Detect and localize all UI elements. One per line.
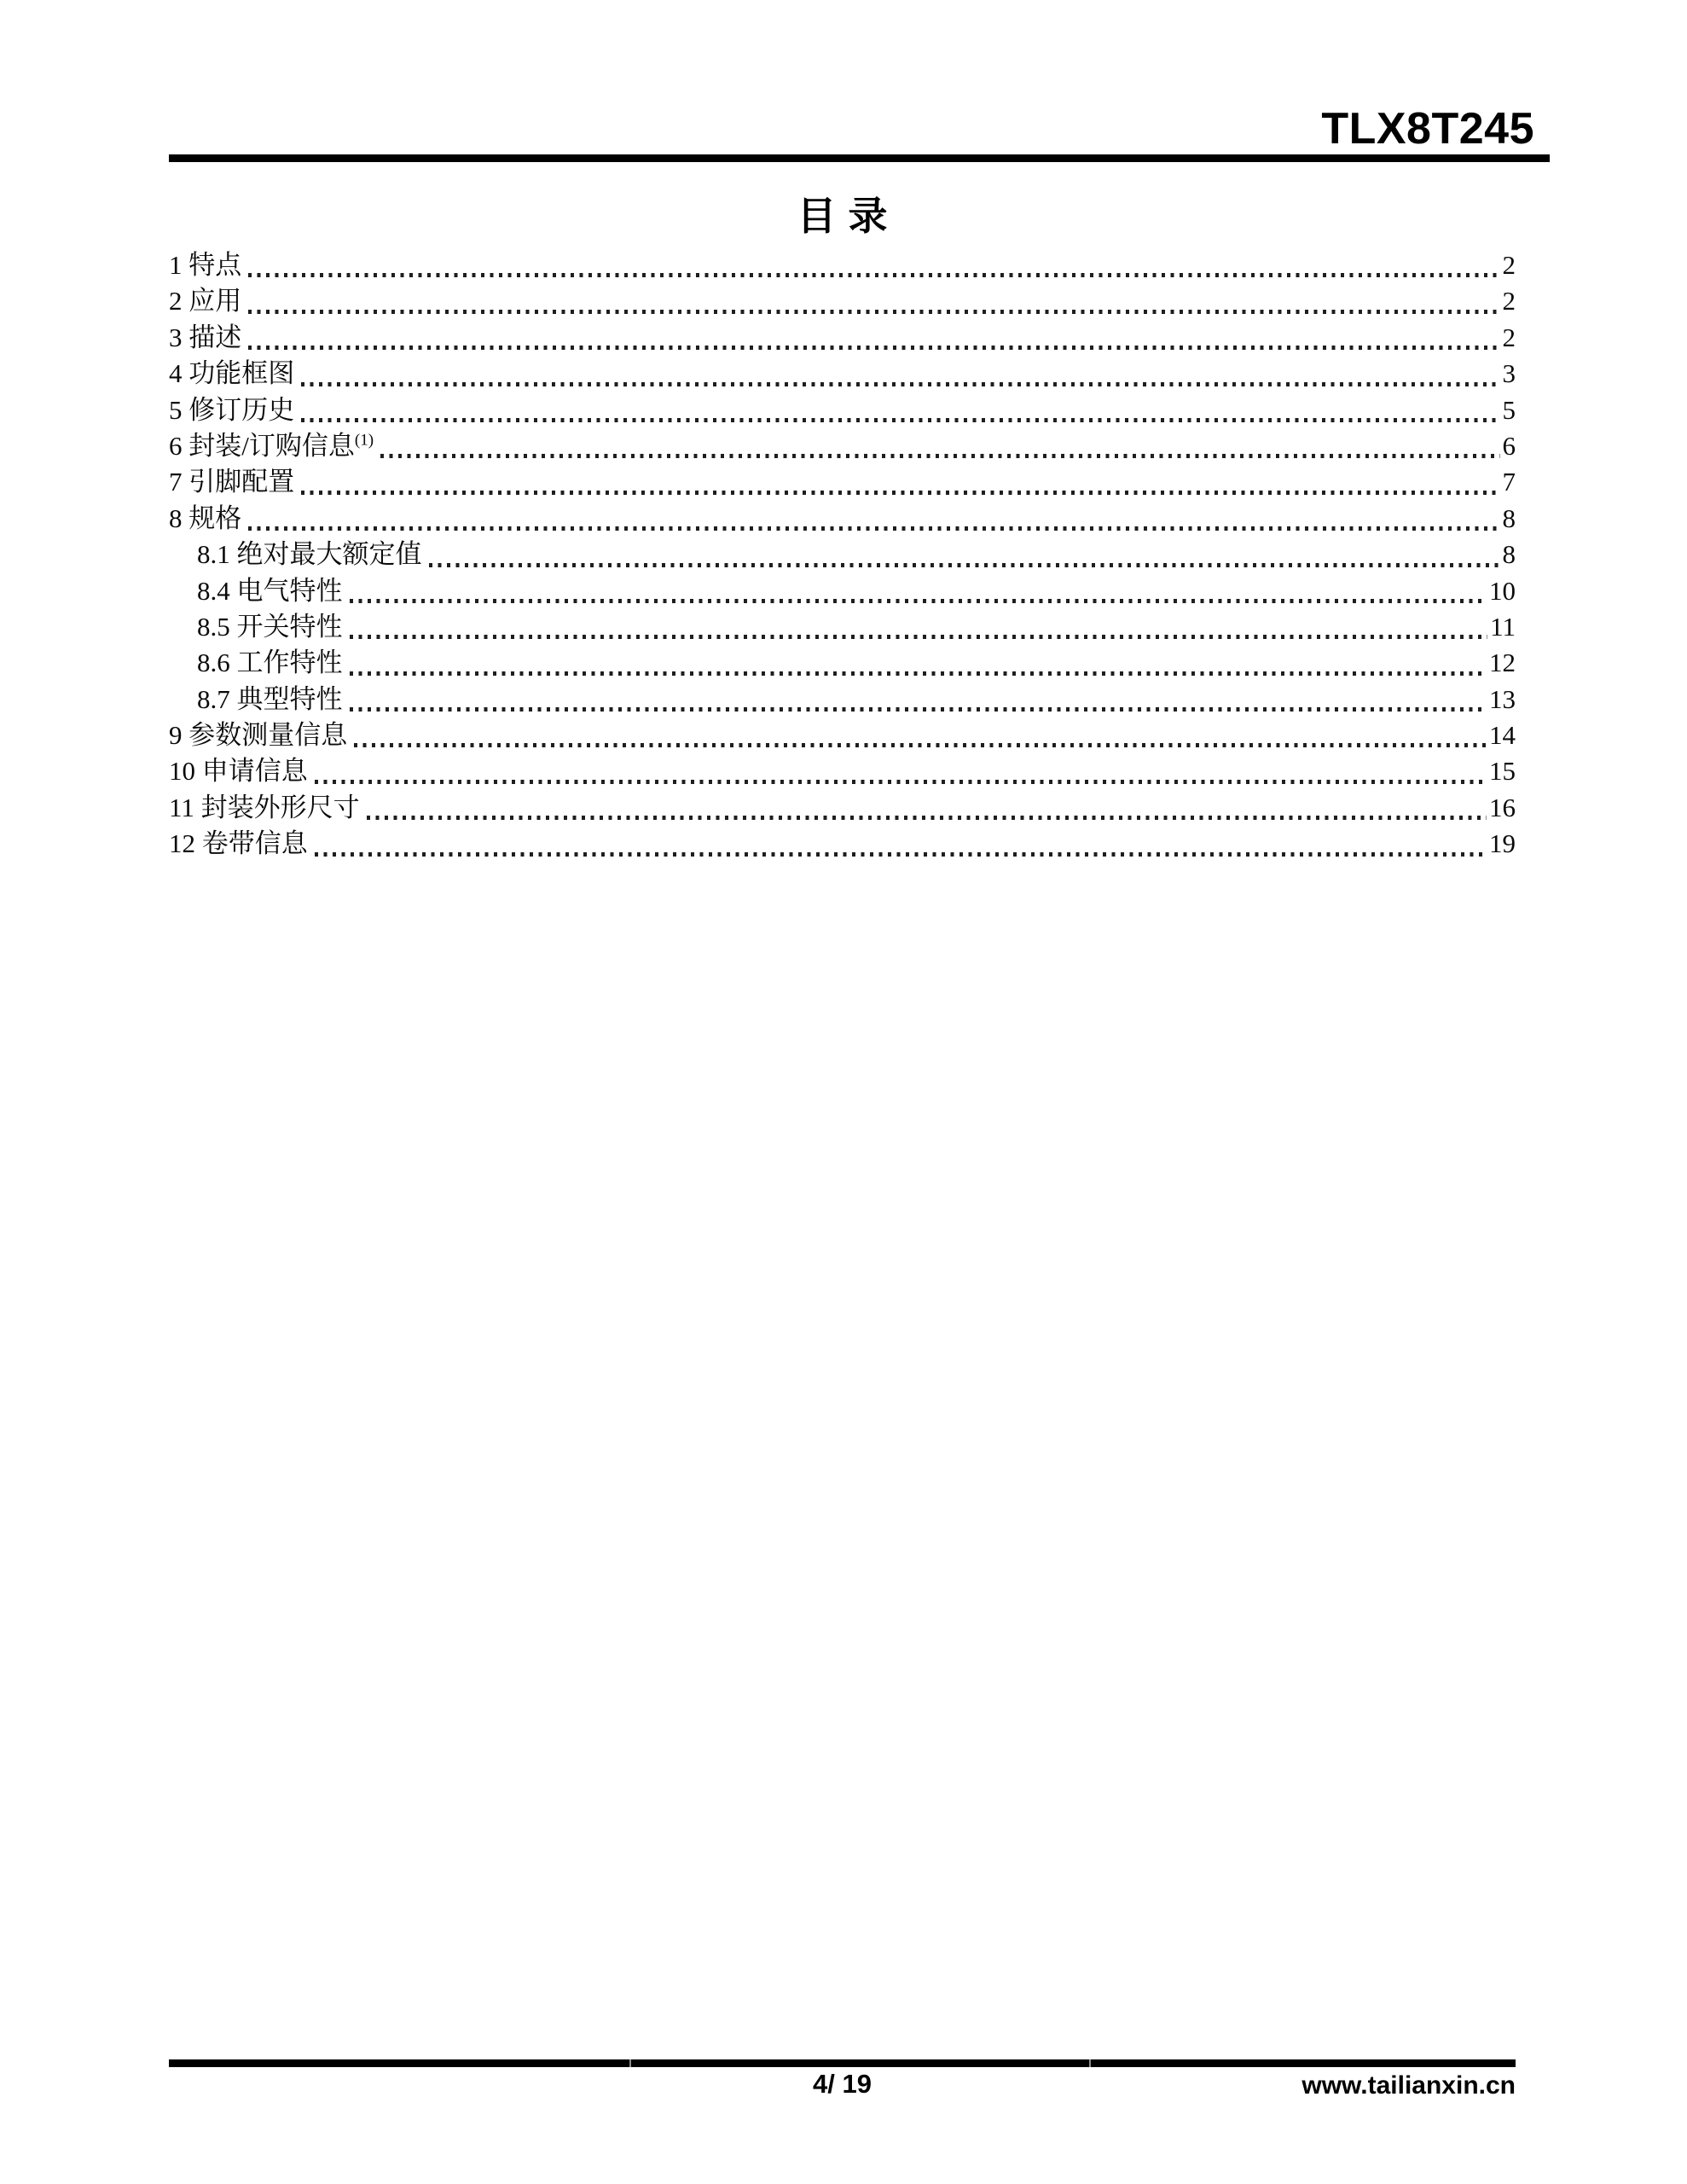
toc-entry-page-number: 2 bbox=[1502, 250, 1516, 280]
toc-title: 目录 bbox=[797, 195, 900, 238]
toc-entry-page-number: 2 bbox=[1502, 322, 1516, 352]
toc-entry-3[interactable] bbox=[169, 320, 1516, 356]
dotted-leader bbox=[248, 310, 1499, 314]
toc-entry-6[interactable] bbox=[169, 428, 1516, 464]
toc-entry-page-number: 3 bbox=[1502, 358, 1516, 389]
toc-entry-14[interactable] bbox=[169, 717, 1516, 753]
toc-entry-page-number: 19 bbox=[1489, 828, 1516, 859]
dotted-leader bbox=[367, 816, 1487, 820]
footer-rule-seam bbox=[1089, 2059, 1091, 2068]
toc-entry-10[interactable] bbox=[169, 573, 1516, 609]
toc-entry-label: 10 申请信息 bbox=[169, 756, 308, 787]
dotted-leader bbox=[248, 526, 1499, 531]
footer-website-link[interactable]: www.tailianxin.cn bbox=[1301, 2071, 1516, 2100]
toc-entry-9[interactable] bbox=[169, 537, 1516, 572]
toc-entry-page-number: 8 bbox=[1502, 539, 1516, 570]
dotted-leader bbox=[354, 743, 1487, 747]
toc-entry-label: 4 功能框图 bbox=[169, 358, 295, 389]
toc-entry-label: 3 描述 bbox=[169, 322, 242, 352]
toc-entry-label: 8 规格 bbox=[169, 502, 242, 533]
toc-entry-page-number: 7 bbox=[1502, 467, 1516, 497]
toc-entry-label: 1 特点 bbox=[169, 250, 242, 280]
toc-entry-page-number: 12 bbox=[1489, 648, 1516, 678]
dotted-leader bbox=[315, 852, 1487, 857]
footer-rule bbox=[169, 2059, 1516, 2067]
dotted-leader bbox=[315, 780, 1487, 784]
toc-entry-7[interactable] bbox=[169, 464, 1516, 500]
dotted-leader bbox=[350, 671, 1487, 676]
toc-entry-16[interactable] bbox=[169, 790, 1516, 826]
toc-entry-footnote-ref: (1) bbox=[354, 431, 374, 450]
toc-entry-label: 5 修订历史 bbox=[169, 394, 295, 425]
dotted-leader bbox=[301, 418, 1499, 422]
toc-entry-page-number: 5 bbox=[1502, 394, 1516, 425]
dotted-leader bbox=[301, 382, 1499, 386]
toc-entry-page-number: 13 bbox=[1489, 683, 1516, 714]
toc-entry-label: 8.6 工作特性 bbox=[197, 648, 343, 678]
toc-entry-label: 11 封装外形尺寸 bbox=[169, 792, 360, 822]
dotted-leader bbox=[350, 707, 1487, 712]
toc-entry-page-number: 16 bbox=[1489, 792, 1516, 822]
toc-entry-label: 2 应用 bbox=[169, 286, 242, 317]
dotted-leader bbox=[380, 454, 1499, 458]
toc-entry-8[interactable] bbox=[169, 501, 1516, 537]
toc-entry-4[interactable] bbox=[169, 356, 1516, 392]
toc-entry-page-number: 11 bbox=[1490, 611, 1516, 642]
toc-entry-page-number: 6 bbox=[1502, 430, 1516, 461]
dotted-leader bbox=[248, 346, 1499, 350]
toc-entry-15[interactable] bbox=[169, 753, 1516, 789]
dotted-leader bbox=[429, 563, 1500, 567]
toc-entry-page-number: 8 bbox=[1502, 502, 1516, 533]
toc-entry-label: 8.4 电气特性 bbox=[197, 575, 343, 606]
toc-entry-label: 8.7 典型特性 bbox=[197, 683, 343, 714]
dotted-leader bbox=[301, 491, 1499, 495]
toc-entry-label: 12 卷带信息 bbox=[169, 828, 308, 859]
toc-entry-5[interactable] bbox=[169, 392, 1516, 428]
toc-entry-1[interactable] bbox=[169, 247, 1516, 283]
toc-entry-17[interactable] bbox=[169, 826, 1516, 862]
dotted-leader bbox=[350, 635, 1488, 639]
toc-entry-12[interactable] bbox=[169, 645, 1516, 681]
toc-entry-page-number: 14 bbox=[1489, 720, 1516, 751]
toc-entry-label: 9 参数测量信息 bbox=[169, 720, 348, 751]
toc-entry-page-number: 15 bbox=[1489, 756, 1516, 787]
footer-page-indicator: 4/ 19 bbox=[813, 2069, 872, 2099]
toc-entry-2[interactable] bbox=[169, 283, 1516, 319]
toc-entry-13[interactable] bbox=[169, 682, 1516, 717]
toc-list bbox=[169, 247, 1516, 863]
dotted-leader bbox=[350, 599, 1487, 603]
page-header bbox=[169, 0, 1550, 162]
toc-entry-page-number: 2 bbox=[1502, 286, 1516, 317]
toc-entry-page-number: 10 bbox=[1489, 575, 1516, 606]
toc-entry-label: 8.1 绝对最大额定值 bbox=[197, 539, 422, 570]
dotted-leader bbox=[248, 273, 1499, 277]
toc-entry-label: 8.5 开关特性 bbox=[197, 611, 343, 642]
toc-entry-label: 7 引脚配置 bbox=[169, 467, 295, 497]
footer-rule-seam bbox=[629, 2059, 631, 2068]
toc-entry-label: 6 封装/订购信息$^{(1)}$ bbox=[169, 430, 374, 461]
toc-entry-11[interactable] bbox=[169, 609, 1516, 645]
doc-part-number: TLX8T245 bbox=[1321, 104, 1534, 154]
